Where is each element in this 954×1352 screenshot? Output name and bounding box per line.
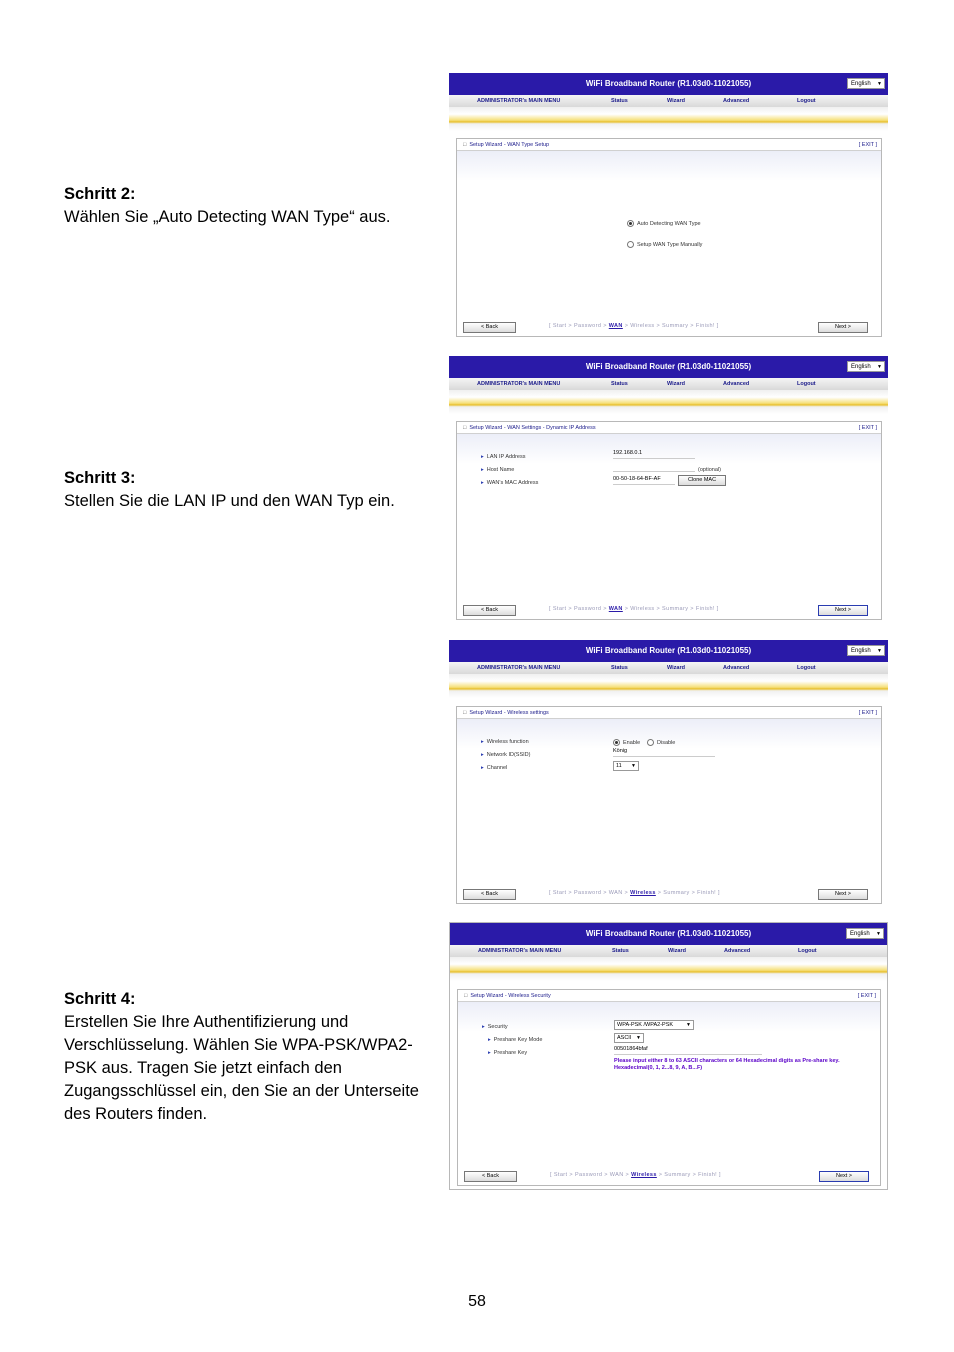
router-title: WiFi Broadband Router (R1.03d0-11021055) <box>585 362 752 371</box>
wizard-footer <box>457 601 881 619</box>
router-header <box>449 73 888 95</box>
screenshot-wireless-settings <box>449 640 888 907</box>
page-number: 58 <box>468 1293 486 1310</box>
menu-status[interactable]: Status <box>611 98 628 104</box>
lan-ip-input[interactable]: 192.168.0.1 <box>613 449 695 459</box>
next-button[interactable]: Next > <box>818 605 868 616</box>
wireless-function-label: ▸ Wireless function <box>481 739 529 745</box>
menu-wizard[interactable]: Wizard <box>667 665 685 671</box>
panel-title: □ Setup Wizard - WAN Settings - Dynamic IP Address <box>463 425 596 431</box>
main-menu <box>449 95 888 107</box>
back-button[interactable]: < Back <box>463 322 516 333</box>
step-title: Schritt 4: <box>64 990 136 1008</box>
menu-logout[interactable]: Logout <box>797 665 816 671</box>
chevron-down-icon: ▼ <box>877 364 882 370</box>
step-text: Erstellen Sie Ihre Authentifizierung und Verschlüsselung. Wählen Sie WPA-PSK/WPA2-PSK aus. Tragen Sie jetzt einfach den Zugangsschlüssel ein, den Sie an der Unterseite des Routers finden. <box>64 1013 419 1123</box>
wireless-enable-option[interactable]: Enable <box>613 739 640 746</box>
back-button[interactable]: < Back <box>463 605 516 616</box>
menu-status[interactable]: Status <box>611 381 628 387</box>
wizard-panel <box>456 706 882 904</box>
main-menu <box>450 945 887 957</box>
main-menu <box>449 378 888 390</box>
ssid-label: ▸ Network ID(SSID) <box>481 752 530 758</box>
clone-mac-button[interactable]: Clone MAC <box>678 475 726 486</box>
host-name-input[interactable] <box>613 462 695 472</box>
preshare-mode-label: ▸ Preshare Key Mode <box>488 1037 542 1043</box>
panel-header <box>458 990 880 1002</box>
menu-status[interactable]: Status <box>612 948 629 954</box>
preshare-mode-select[interactable]: ASCII ▼ <box>614 1033 644 1043</box>
security-select[interactable]: WPA-PSK /WPA2-PSK ▼ <box>614 1020 694 1030</box>
language-select[interactable]: English ▼ <box>847 361 885 372</box>
exit-link[interactable]: [ EXIT ] <box>858 710 877 716</box>
chevron-down-icon: ▼ <box>877 648 882 654</box>
panel-header <box>457 707 881 719</box>
panel-body <box>457 434 881 601</box>
radio-icon[interactable] <box>647 739 654 746</box>
host-name-label: ▸ Host Name <box>481 467 514 473</box>
menu-main[interactable]: ADMINISTRATOR's MAIN MENU <box>477 98 561 104</box>
radio-icon[interactable] <box>627 220 634 227</box>
panel-header <box>457 139 881 151</box>
exit-link[interactable]: [ EXIT ] <box>858 425 877 431</box>
wizard-footer <box>457 318 881 336</box>
chevron-down-icon: ▼ <box>636 1035 641 1041</box>
screenshot-wan-type-setup <box>449 73 888 340</box>
step-2 <box>64 183 444 229</box>
chevron-down-icon: ▼ <box>686 1022 691 1028</box>
option-auto-detect[interactable]: Auto Detecting WAN Type <box>627 220 701 227</box>
panel-title: □ Setup Wizard - Wireless Security <box>464 993 551 999</box>
decor-band <box>449 674 888 698</box>
step-text: Stellen Sie die LAN IP und den WAN Typ ein. <box>64 492 395 510</box>
exit-link[interactable]: [ EXIT ] <box>857 993 876 999</box>
menu-logout[interactable]: Logout <box>797 381 816 387</box>
back-button[interactable]: < Back <box>464 1171 517 1182</box>
main-menu <box>449 662 888 674</box>
radio-icon[interactable] <box>613 739 620 746</box>
next-button[interactable]: Next > <box>818 889 868 900</box>
security-label: ▸ Security <box>482 1024 508 1030</box>
preshare-key-hint: Please input either 8 to 63 ASCII characters or 64 Hexadecimal digits as Pre-share key. Hexadecimal(0, 1, 2...8, 9, A, B...F) <box>614 1058 840 1071</box>
decor-band <box>450 957 887 981</box>
menu-logout[interactable]: Logout <box>797 98 816 104</box>
menu-advanced[interactable]: Advanced <box>723 665 750 671</box>
decor-band <box>449 390 888 414</box>
breadcrumb: [ Start > Password > WAN > Wireless > Summary > Finish! ] <box>550 1172 721 1178</box>
panel-body <box>457 151 881 318</box>
mac-label: ▸ WAN's MAC Address <box>481 480 538 486</box>
back-button[interactable]: < Back <box>463 889 516 900</box>
menu-main[interactable]: ADMINISTRATOR's MAIN MENU <box>477 381 561 387</box>
language-select[interactable]: English ▼ <box>846 928 884 939</box>
breadcrumb: [ Start > Password > WAN > Wireless > Summary > Finish! ] <box>549 606 719 612</box>
panel-title: □ Setup Wizard - Wireless settings <box>463 710 549 716</box>
router-header <box>449 640 888 662</box>
menu-advanced[interactable]: Advanced <box>723 381 750 387</box>
menu-advanced[interactable]: Advanced <box>723 98 750 104</box>
panel-body <box>457 719 881 885</box>
option-manual[interactable]: Setup WAN Type Manually <box>627 241 702 248</box>
step-4 <box>64 988 439 1126</box>
menu-advanced[interactable]: Advanced <box>724 948 751 954</box>
ssid-input[interactable]: König <box>613 747 715 757</box>
router-header <box>449 356 888 378</box>
menu-wizard[interactable]: Wizard <box>667 98 685 104</box>
exit-link[interactable]: [ EXIT ] <box>858 142 877 148</box>
menu-wizard[interactable]: Wizard <box>668 948 686 954</box>
host-name-hint: (optional) <box>698 467 721 473</box>
wizard-footer <box>457 885 881 903</box>
next-button[interactable]: Next > <box>819 1171 869 1182</box>
router-title: WiFi Broadband Router (R1.03d0-11021055) <box>585 929 752 938</box>
wizard-panel <box>457 989 881 1186</box>
step-title: Schritt 2: <box>64 185 136 203</box>
preshare-key-input[interactable]: 00501864bfaf <box>614 1045 762 1055</box>
step-3 <box>64 467 444 513</box>
channel-label: ▸ Channel <box>481 765 507 771</box>
step-text: Wählen Sie „Auto Detecting WAN Type“ aus. <box>64 208 391 226</box>
wireless-disable-option[interactable]: Disable <box>647 739 675 746</box>
mac-input[interactable]: 00-50-18-64-BF-AF <box>613 475 675 485</box>
lan-ip-label: ▸ LAN IP Address <box>481 454 526 460</box>
radio-icon[interactable] <box>627 241 634 248</box>
panel-body <box>458 1002 880 1167</box>
menu-wizard[interactable]: Wizard <box>667 381 685 387</box>
screenshot-wireless-security <box>449 922 888 1190</box>
step-title: Schritt 3: <box>64 469 136 487</box>
breadcrumb: [ Start > Password > WAN > Wireless > Summary > Finish! ] <box>549 323 719 329</box>
chevron-down-icon: ▼ <box>876 931 881 937</box>
breadcrumb: [ Start > Password > WAN > Wireless > Summary > Finish! ] <box>549 890 720 896</box>
wizard-footer <box>458 1167 880 1185</box>
decor-band <box>449 107 888 131</box>
language-select[interactable]: English ▼ <box>847 78 885 89</box>
channel-select[interactable]: 11 ▼ <box>613 761 639 771</box>
screenshot-wan-settings <box>449 356 888 623</box>
menu-main[interactable]: ADMINISTRATOR's MAIN MENU <box>477 665 561 671</box>
chevron-down-icon: ▼ <box>877 81 882 87</box>
next-button[interactable]: Next > <box>818 322 868 333</box>
wizard-panel <box>456 138 882 337</box>
wizard-panel <box>456 421 882 620</box>
router-title: WiFi Broadband Router (R1.03d0-11021055) <box>585 79 752 88</box>
chevron-down-icon: ▼ <box>631 763 636 769</box>
menu-logout[interactable]: Logout <box>798 948 817 954</box>
panel-title: □ Setup Wizard - WAN Type Setup <box>463 142 549 148</box>
router-header <box>450 923 887 945</box>
menu-main[interactable]: ADMINISTRATOR's MAIN MENU <box>478 948 562 954</box>
panel-header <box>457 422 881 434</box>
menu-status[interactable]: Status <box>611 665 628 671</box>
router-title: WiFi Broadband Router (R1.03d0-11021055) <box>585 646 752 655</box>
language-select[interactable]: English ▼ <box>847 645 885 656</box>
preshare-key-label: ▸ Preshare Key <box>488 1050 527 1056</box>
